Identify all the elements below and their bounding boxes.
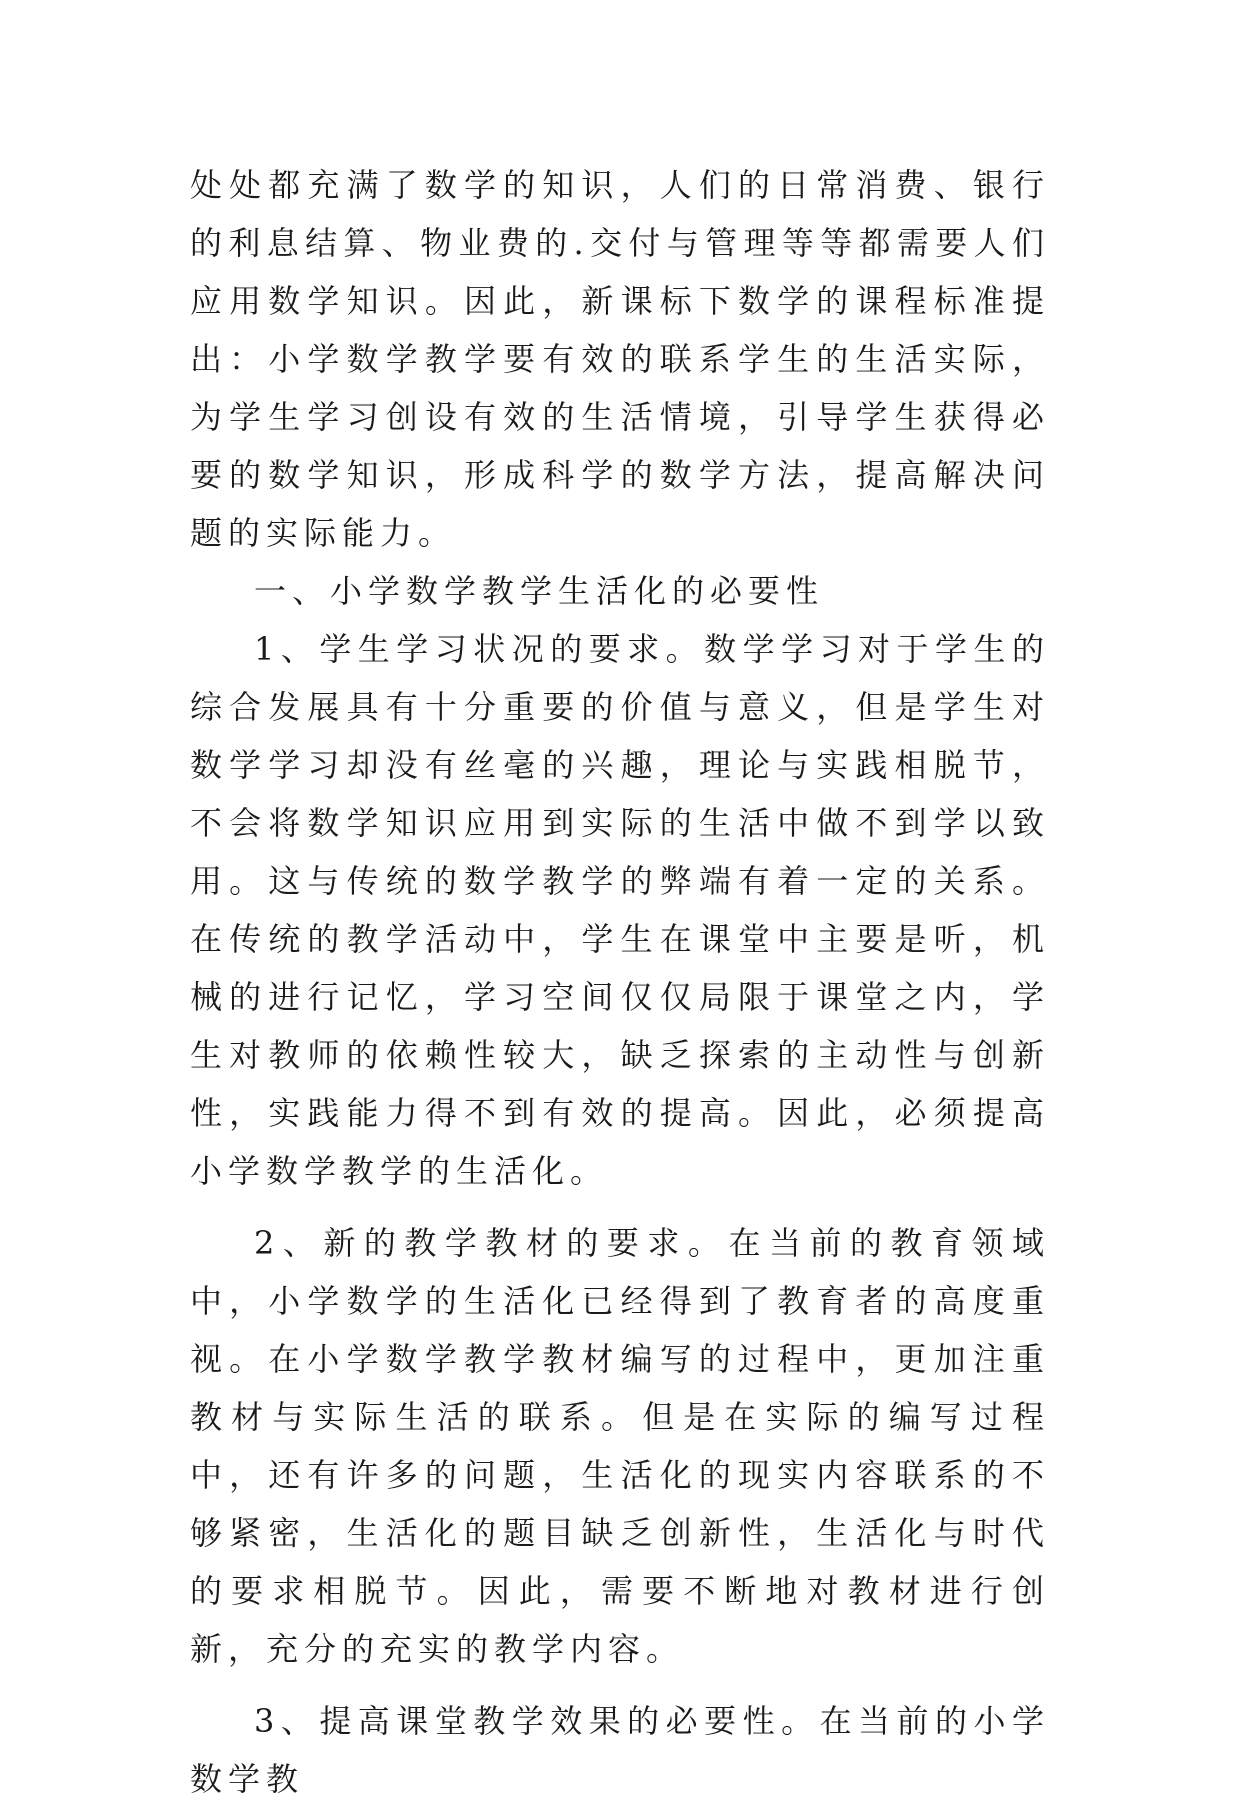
paragraph-continuation: 处处都充满了数学的知识，人们的日常消费、银行的利息结算、物业费的.交付与管理等等都需要人们应用数学知识。因此，新课标下数学的课程标准提出：小学数学教学要有效的联系学生的生活实际，为学生学习创设有效的生活情境，引导学生获得必要的数学知识，形成科学的数学方法，提高解决问题的实际能力。 (190, 166, 1050, 552)
section-heading: 一、小学数学教学生活化的必要性 (254, 572, 825, 610)
document-body (190, 156, 1050, 1808)
paragraph-point-1: 1、学生学习状况的要求。数学学习对于学生的综合发展具有十分重要的价值与意义，但是学生对数学学习却没有丝毫的兴趣，理论与实践相脱节，不会将数学知识应用到实际的生活中做不到学以致用。这与传统的数学教学的弊端有着一定的关系。在传统的教学活动中，学生在课堂中主要是听，机械的进行记忆，学习空间仅仅局限于课堂之内，学生对教师的依赖性较大，缺乏探索的主动性与创新性，实践能力得不到有效的提高。因此，必须提高小学数学教学的生活化。 (190, 630, 1050, 1190)
paragraph-point-2: 2、新的教学教材的要求。在当前的教育领域中，小学数学的生活化已经得到了教育者的高度重视。在小学数学教学教材编写的过程中，更加注重教材与实际生活的联系。但是在实际的编写过程中，还有许多的问题，生活化的现实内容联系的不够紧密，生活化的题目缺乏创新性，生活化与时代的要求相脱节。因此，需要不断地对教材进行创新，充分的充实的教学内容。 (190, 1224, 1050, 1668)
paragraph-point-3: 3、提高课堂教学效果的必要性。在当前的小学数学教 (190, 1702, 1050, 1798)
